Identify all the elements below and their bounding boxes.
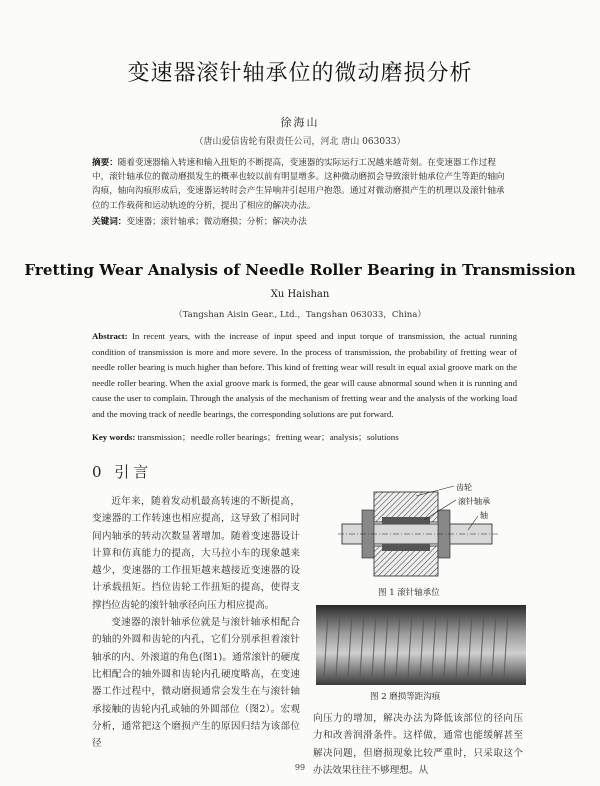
body-column-left xyxy=(92,493,300,752)
fig1-label-bearing: 滚针轴承 xyxy=(458,497,490,506)
figure-2-photo xyxy=(316,605,526,685)
abstract-cn-label: 摘要： xyxy=(92,158,118,168)
title-english: Fretting Wear Analysis of Needle Roller Bearing in Transmission xyxy=(24,261,576,279)
figure-1-caption: 图 1 滚针轴承位 xyxy=(378,588,440,598)
figure-2-caption: 图 2 磨损等距沟痕 xyxy=(370,692,441,702)
abstract-en-text: In recent years, with the increase of input speed and input torque of transmission, the actual running condition of transmission is more and more severe. In the process of transmission, the probability of fretting wear of needle roller bearing is much higher than before. This kind of fretting wear will result in equal axial groove mark on the needle roller bearing. When the axial groove mark is formed, the gear will cause abnormal sound when it is running and cause the user to complain. Through the analysis of the mechanism of fretting wear and the analysis of the working load and the moving track of needle bearings, the corresponding solutions are put forward. xyxy=(92,331,517,419)
abstract-english xyxy=(92,329,517,423)
keywords-en-label: Key words: xyxy=(92,432,136,442)
keywords-cn-text: 变速器；滚针轴承；微动磨损；分析；解决办法 xyxy=(126,217,307,227)
title-chinese: 变速器滚针轴承位的微动磨损分析 xyxy=(127,61,473,86)
paragraph-2: 变速器的滚针轴承位就是与滚针轴承相配合的轴的外圆和齿轮的内孔，它们分别承担着滚针轴承的内、外滚道的角色(图1)。通常滚针的硬度比相配合的轴外圆和齿轮内孔硬度略高，在变速器工作过程中，微动磨损通常会发生在与滚针轴承接触的齿轮内孔或轴的外圆部位（图2）。宏观分析，通常把这个磨损产生的原因归结为该部位径 xyxy=(92,617,300,750)
author-english: Xu Haishan xyxy=(270,289,330,300)
page-number: 99 xyxy=(294,763,306,772)
affiliation-english: （Tangshan Aisin Gear., Ltd.，Tangshan 063033，China） xyxy=(173,310,427,320)
body-column-right: 向压力的增加，解决办法为降低该部位的径向压力和改善润滑条件。这样做，通常也能缓解甚至解决问题，但磨损现象比较严重时，只采取这个办法效果往往不够理想。从 xyxy=(313,713,523,776)
keywords-english xyxy=(92,430,517,443)
author-chinese: 徐海山 xyxy=(280,116,320,129)
keywords-chinese xyxy=(92,215,512,229)
keywords-cn-label: 关键词： xyxy=(92,217,127,227)
abstract-chinese xyxy=(92,156,512,213)
abstract-en-label: Abstract: xyxy=(92,331,128,341)
needle-bearing-upper xyxy=(382,517,430,524)
abstract-cn-text: 随着变速器输入转速和输入扭矩的不断提高，变速器的实际运行工况越来越苛刻。在变速器工作过程中，滚针轴承位的微动磨损发生的概率也较以前有明显增多。这种微动磨损会导致滚针轴承位产生等距的轴向沟痕，轴向沟痕形成后，变速器运转时会产生异响并引起用户抱怨。通过对微动磨损产生的机理以及滚针轴承位的工作载荷和运动轨迹的分析，提出了相应的解决办法。 xyxy=(92,158,505,211)
affiliation-chinese: （唐山爱信齿轮有限责任公司，河北 唐山 063033） xyxy=(194,137,406,147)
figure-1-drawing xyxy=(338,480,528,580)
keywords-en-text: transmission；needle roller bearings；fretting wear；analysis；solutions xyxy=(135,432,399,442)
needle-bearing-lower xyxy=(382,544,430,551)
fig1-label-shaft: 轴 xyxy=(480,511,488,520)
fig1-label-gear: 齿轮 xyxy=(456,483,472,492)
paragraph-1: 近年来，随着发动机最高转速的不断提高，变速器的工作转速也相应提高，这导致了相同时间内轴承的转动次数显著增加。随着变速器设计计算和仿真能力的提高，大马拉小车的现象越来越少，变速器的工作扭矩越来越接近变速器的设计承载扭矩。挡位齿轮工作扭矩的提高，使得支撑挡位齿轮的滚针轴承径向压力相应提高。 xyxy=(92,496,300,611)
section-heading: 0 引言 xyxy=(92,463,153,481)
